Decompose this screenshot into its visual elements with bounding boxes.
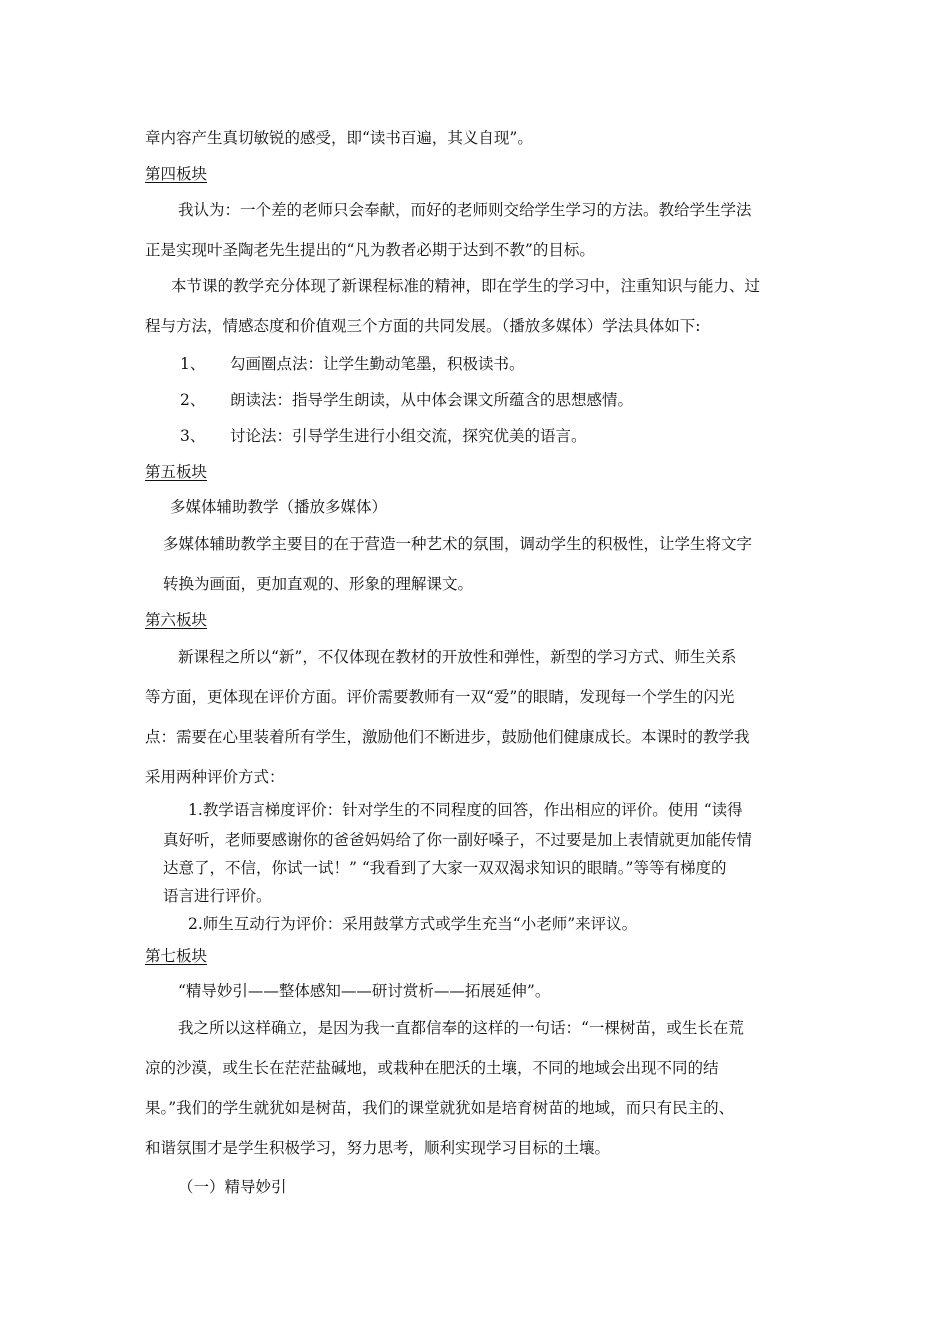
- list-item-number: 1、: [180, 355, 206, 373]
- paragraph-line: 我之所以这样确立，是因为我一直都信奉的这样的一句话：“一棵树苗，或生长在荒: [178, 1019, 744, 1037]
- list-item: 勾画圈点法：让学生勤动笔墨，积极读书。: [230, 355, 525, 373]
- paragraph-line: 和谐氛围才是学生积极学习，努力思考，顺利实现学习目标的土壤。: [145, 1139, 611, 1157]
- evaluation-item-line: 1.教学语言梯度评价：针对学生的不同程度的回答，作出相应的评价。使用 “读得: [188, 801, 743, 819]
- paragraph-line: 多媒体辅助教学（播放多媒体）: [170, 498, 388, 516]
- list-item-number: 3、: [180, 427, 206, 445]
- evaluation-item-line: 语言进行评价。: [163, 887, 272, 905]
- evaluation-item-line: 真好听，老师要感谢你的爸爸妈妈给了你一副好嗓子，不过要是加上表情就更加能传情: [163, 831, 753, 849]
- paragraph-line: 点：需要在心里装着所有学生，激励他们不断进步，鼓励他们健康成长。本课时的教学我: [145, 728, 750, 746]
- paragraph-line: 凉的沙漠，或生长在茫茫盐碱地，或栽种在肥沃的土壤，不同的地域会出现不同的结: [145, 1059, 719, 1077]
- paragraph-line: 等方面，更体现在评价方面。评价需要教师有一双“爱”的眼睛，发现每一个学生的闪光: [145, 688, 735, 706]
- evaluation-item-line: 2.师生互动行为评价：采用鼓掌方式或学生充当“小老师”来评议。: [188, 915, 638, 933]
- paragraph-line: 采用两种评价方式：: [145, 768, 285, 786]
- paragraph-line: 我认为：一个差的老师只会奉献，而好的老师则交给学生学习的方法。教给学生学法: [178, 201, 752, 219]
- section-heading: 第七板块: [145, 947, 208, 965]
- paragraph-line: 新课程之所以“新”，不仅体现在教材的开放性和弹性，新型的学习方式、师生关系: [178, 648, 737, 666]
- section-heading: 第五板块: [145, 463, 208, 481]
- section-heading: 第六板块: [145, 611, 208, 629]
- paragraph-line: 转换为画面，更加直观的、形象的理解课文。: [163, 575, 474, 593]
- list-item: 讨论法：引导学生进行小组交流，探究优美的语言。: [230, 427, 587, 445]
- subsection-heading: （一）精导妙引: [178, 1178, 287, 1196]
- section-heading: 第四板块: [145, 165, 208, 183]
- paragraph-line: 程与方法，情感态度和价值观三个方面的共同发展。（播放多媒体）学法具体如下:: [145, 317, 701, 335]
- paragraph-line: 果。”我们的学生就犹如是树苗，我们的课堂就犹如是培育树苗的地域，而只有民主的、: [145, 1099, 735, 1117]
- list-item-number: 2、: [180, 391, 206, 409]
- paragraph-line: 章内容产生真切敏锐的感受，即“读书百遍，其义自现”。: [145, 129, 533, 147]
- list-item: 朗读法：指导学生朗读，从中体会课文所蕴含的思想感情。: [230, 391, 634, 409]
- paragraph-line: “精导妙引——整体感知——研讨赏析——拓展延伸”。: [178, 982, 551, 1000]
- paragraph-line: 正是实现叶圣陶老先生提出的“凡为教者必期于达到不教”的目标。: [145, 241, 595, 259]
- paragraph-line: 本节课的教学充分体现了新课程标准的精神，即在学生的学习中，注重知识与能力、过: [171, 277, 761, 295]
- evaluation-item-line: 达意了，不信，你试一试！” “我看到了大家一双双渴求知识的眼睛。”等等有梯度的: [163, 859, 727, 877]
- paragraph-line: 多媒体辅助教学主要目的在于营造一种艺术的氛围，调动学生的积极性，让学生将文字: [163, 535, 753, 553]
